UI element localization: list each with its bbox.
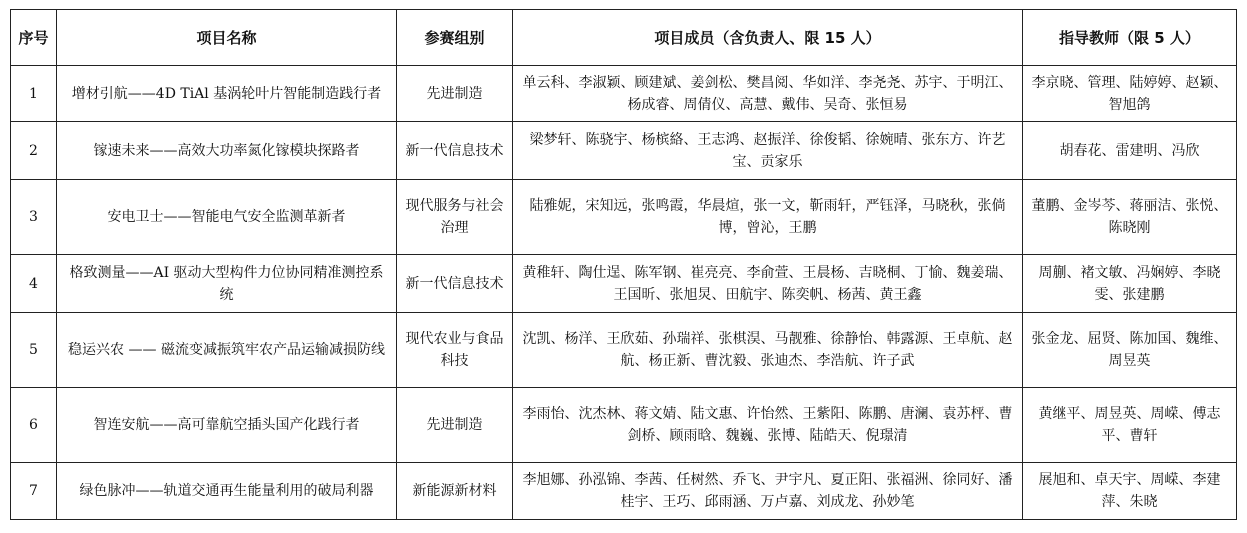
cell-no: 6 bbox=[11, 388, 57, 463]
cell-members: 黄稚轩、陶仕逞、陈军钢、崔亮亮、李俞萱、王晨杨、吉晓桐、丁愉、魏姜瑞、王国昕、张旭炅、田航宇、陈奕帆、杨茜、黄王鑫 bbox=[513, 255, 1023, 313]
cell-project-name: 安电卫士——智能电气安全监测革新者 bbox=[57, 180, 397, 255]
cell-teachers: 周蒯、褚文敏、冯娴婷、李晓雯、张建鹏 bbox=[1023, 255, 1237, 313]
header-group: 参赛组别 bbox=[397, 10, 513, 66]
cell-project-name: 格致测量——AI 驱动大型构件力位协同精准测控系统 bbox=[57, 255, 397, 313]
cell-group: 新能源新材料 bbox=[397, 463, 513, 520]
cell-project-name: 绿色脉冲——轨道交通再生能量利用的破局利器 bbox=[57, 463, 397, 520]
cell-members: 沈凯、杨洋、王欣茹、孙瑞祥、张棋淏、马靓雅、徐静怡、韩露源、王卓航、赵航、杨正新、曹沈毅、张迪杰、李浩航、许子武 bbox=[513, 313, 1023, 388]
cell-project-name: 智连安航——高可靠航空插头国产化践行者 bbox=[57, 388, 397, 463]
header-teachers: 指导教师（限 5 人） bbox=[1023, 10, 1237, 66]
cell-members: 梁梦轩、陈骁宇、杨槟絡、王志鸿、赵振洋、徐俊韬、徐婉晴、张东方、许艺宝、贡家乐 bbox=[513, 122, 1023, 180]
cell-members: 单云科、李淑颖、顾建斌、姜剑松、樊昌阅、华如洋、李尧尧、苏宇、于明江、杨成睿、周倩仪、高慧、戴伟、吴奇、张恒易 bbox=[513, 66, 1023, 122]
cell-project-name: 镓速未来——高效大功率氮化镓模块探路者 bbox=[57, 122, 397, 180]
cell-members: 李雨怡、沈杰林、蒋文婧、陆文惠、许怡然、王紫阳、陈鹏、唐澜、袁苏枰、曹剑桥、顾雨晗、魏巍、张博、陆皓天、倪璟清 bbox=[513, 388, 1023, 463]
cell-teachers: 张金龙、屈贤、陈加国、魏维、周昱英 bbox=[1023, 313, 1237, 388]
header-no: 序号 bbox=[11, 10, 57, 66]
cell-no: 4 bbox=[11, 255, 57, 313]
table-header-row bbox=[11, 10, 1237, 66]
cell-group: 现代农业与食品科技 bbox=[397, 313, 513, 388]
table-row bbox=[11, 313, 1237, 388]
table-row bbox=[11, 463, 1237, 520]
header-project-name: 项目名称 bbox=[57, 10, 397, 66]
header-members: 项目成员（含负责人、限 15 人） bbox=[513, 10, 1023, 66]
table-row bbox=[11, 66, 1237, 122]
cell-teachers: 董鹏、金岑芩、蒋丽洁、张悦、陈晓刚 bbox=[1023, 180, 1237, 255]
project-table bbox=[10, 9, 1237, 520]
cell-no: 7 bbox=[11, 463, 57, 520]
cell-group: 新一代信息技术 bbox=[397, 255, 513, 313]
cell-no: 3 bbox=[11, 180, 57, 255]
cell-group: 新一代信息技术 bbox=[397, 122, 513, 180]
cell-members: 陆雅妮，宋知远，张鸣霞，华晨煊，张一文，靳雨轩，严钰泽，马晓秋，张倘博，曾沁，王鹏 bbox=[513, 180, 1023, 255]
cell-group: 先进制造 bbox=[397, 388, 513, 463]
table-row bbox=[11, 255, 1237, 313]
cell-no: 1 bbox=[11, 66, 57, 122]
cell-teachers: 李京晓、管理、陆婷婷、赵颖、智旭鸽 bbox=[1023, 66, 1237, 122]
cell-project-name: 增材引航——4D TiAl 基涡轮叶片智能制造践行者 bbox=[57, 66, 397, 122]
cell-teachers: 展旭和、卓天宇、周嵘、李建萍、朱晓 bbox=[1023, 463, 1237, 520]
cell-project-name: 稳运兴农 —— 磁流变减振筑牢农产品运输减损防线 bbox=[57, 313, 397, 388]
cell-no: 2 bbox=[11, 122, 57, 180]
table-row bbox=[11, 122, 1237, 180]
cell-teachers: 胡春花、雷建明、冯欣 bbox=[1023, 122, 1237, 180]
cell-group: 现代服务与社会治理 bbox=[397, 180, 513, 255]
cell-group: 先进制造 bbox=[397, 66, 513, 122]
cell-members: 李旭娜、孙泓锦、李茜、任树然、乔飞、尹宇凡、夏正阳、张福洲、徐同好、潘桂宇、王巧、邱雨涵、万卢嘉、刘成龙、孙妙笔 bbox=[513, 463, 1023, 520]
table-row bbox=[11, 388, 1237, 463]
cell-no: 5 bbox=[11, 313, 57, 388]
table-row bbox=[11, 180, 1237, 255]
cell-teachers: 黄继平、周昱英、周嵘、傅志平、曹轩 bbox=[1023, 388, 1237, 463]
